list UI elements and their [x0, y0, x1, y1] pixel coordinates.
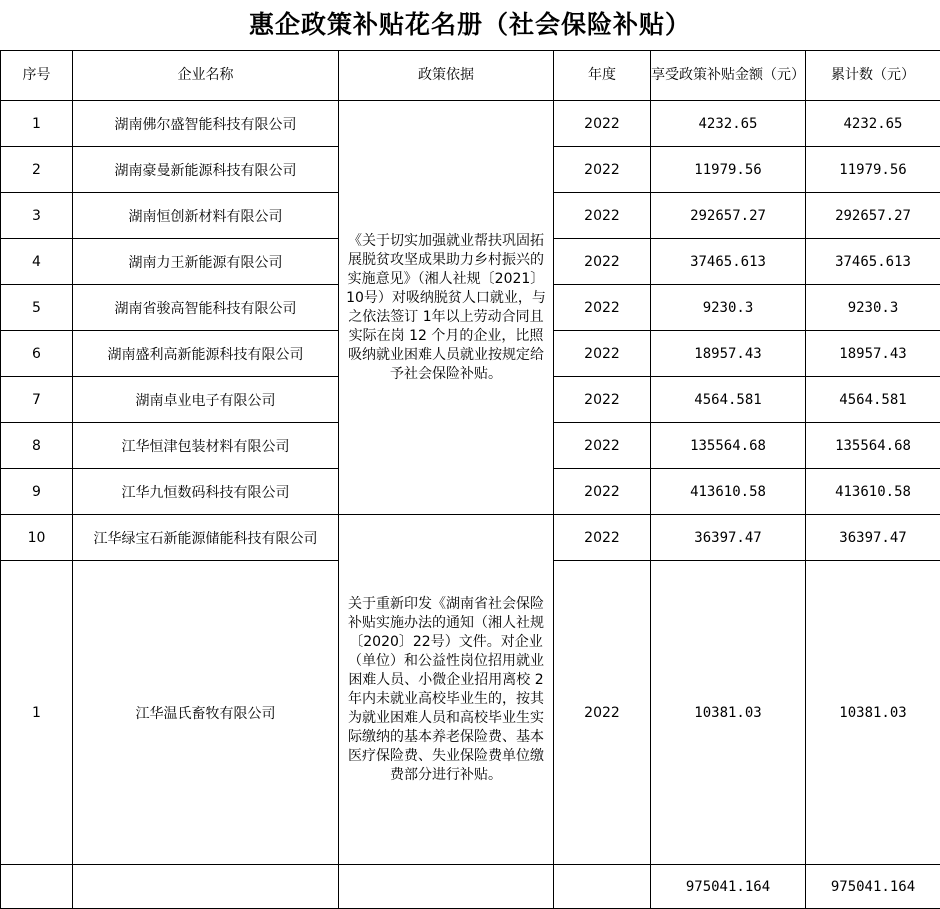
row-company: 湖南省骏高智能科技有限公司	[73, 285, 339, 331]
header-company: 企业名称	[73, 51, 339, 101]
row-cumulative: 18957.43	[806, 331, 940, 377]
row-seq: 8	[1, 423, 73, 469]
row-year: 2022	[554, 101, 651, 147]
policy-basis-1: 《关于切实加强就业帮扶巩固拓展脱贫攻坚成果助力乡村振兴的实施意见》（湘人社规〔2021〕10号）对吸纳脱贫人口就业，与之依法签订 1年以上劳动合同且实际在岗 12 个月的企业，比照吸纳就业困难人员就业按规定给予社会保险补贴。	[339, 101, 554, 515]
row-seq: 5	[1, 285, 73, 331]
row-year: 2022	[554, 469, 651, 515]
row-year: 2022	[554, 561, 651, 865]
row-year: 2022	[554, 239, 651, 285]
row-amount: 11979.56	[651, 147, 806, 193]
row-seq: 6	[1, 331, 73, 377]
row-company: 湖南恒创新材料有限公司	[73, 193, 339, 239]
row-seq: 1	[1, 101, 73, 147]
row-cumulative: 11979.56	[806, 147, 940, 193]
total-empty-cell	[339, 865, 554, 909]
row-year: 2022	[554, 515, 651, 561]
row-year: 2022	[554, 331, 651, 377]
row-year: 2022	[554, 377, 651, 423]
row-company: 江华九恒数码科技有限公司	[73, 469, 339, 515]
header-year: 年度	[554, 51, 651, 101]
row-amount: 135564.68	[651, 423, 806, 469]
policy-basis-2: 关于重新印发《湖南省社会保险补贴实施办法的通知（湘人社规〔2020〕22号）文件。对企业（单位）和公益性岗位招用就业困难人员、小微企业招用离校 2 年内未就业高校毕业生的，按其为就业困难人员和高校毕业生实际缴纳的基本养老保险费、基本医疗保险费、失业保险费单位缴费部分进行补贴。	[339, 515, 554, 865]
row-cumulative: 4232.65	[806, 101, 940, 147]
row-amount: 10381.03	[651, 561, 806, 865]
row-year: 2022	[554, 147, 651, 193]
row-amount: 413610.58	[651, 469, 806, 515]
row-cumulative: 135564.68	[806, 423, 940, 469]
row-company: 湖南力王新能源有限公司	[73, 239, 339, 285]
subsidy-table	[0, 50, 940, 909]
header-seq: 序号	[1, 51, 73, 101]
row-seq: 2	[1, 147, 73, 193]
row-seq: 9	[1, 469, 73, 515]
row-cumulative: 292657.27	[806, 193, 940, 239]
row-seq: 3	[1, 193, 73, 239]
row-amount: 36397.47	[651, 515, 806, 561]
table-row	[1, 515, 940, 561]
row-cumulative: 37465.613	[806, 239, 940, 285]
row-year: 2022	[554, 285, 651, 331]
total-empty-cell	[1, 865, 73, 909]
row-cumulative: 10381.03	[806, 561, 940, 865]
total-empty-cell	[554, 865, 651, 909]
row-cumulative: 4564.581	[806, 377, 940, 423]
row-cumulative: 413610.58	[806, 469, 940, 515]
total-cumulative: 975041.164	[806, 865, 940, 909]
row-company: 江华绿宝石新能源储能科技有限公司	[73, 515, 339, 561]
row-company: 湖南盛利高新能源科技有限公司	[73, 331, 339, 377]
row-amount: 18957.43	[651, 331, 806, 377]
row-seq: 10	[1, 515, 73, 561]
row-company: 湖南佛尔盛智能科技有限公司	[73, 101, 339, 147]
total-amount: 975041.164	[651, 865, 806, 909]
total-empty-cell	[73, 865, 339, 909]
row-amount: 4232.65	[651, 101, 806, 147]
row-seq: 7	[1, 377, 73, 423]
row-seq: 1	[1, 561, 73, 865]
row-seq: 4	[1, 239, 73, 285]
total-row	[1, 865, 940, 909]
row-amount: 4564.581	[651, 377, 806, 423]
table-header-row	[1, 51, 940, 101]
row-cumulative: 9230.3	[806, 285, 940, 331]
row-company: 湖南卓业电子有限公司	[73, 377, 339, 423]
table-row	[1, 101, 940, 147]
header-policy: 政策依据	[339, 51, 554, 101]
row-year: 2022	[554, 423, 651, 469]
row-company: 江华恒津包装材料有限公司	[73, 423, 339, 469]
row-company: 江华温氏畜牧有限公司	[73, 561, 339, 865]
document-title: 惠企政策补贴花名册（社会保险补贴）	[0, 0, 940, 50]
row-year: 2022	[554, 193, 651, 239]
row-amount: 9230.3	[651, 285, 806, 331]
row-cumulative: 36397.47	[806, 515, 940, 561]
row-amount: 292657.27	[651, 193, 806, 239]
header-amount: 享受政策补贴金额（元）	[651, 51, 806, 101]
row-amount: 37465.613	[651, 239, 806, 285]
header-cumulative: 累计数（元）	[806, 51, 940, 101]
row-company: 湖南豪曼新能源科技有限公司	[73, 147, 339, 193]
